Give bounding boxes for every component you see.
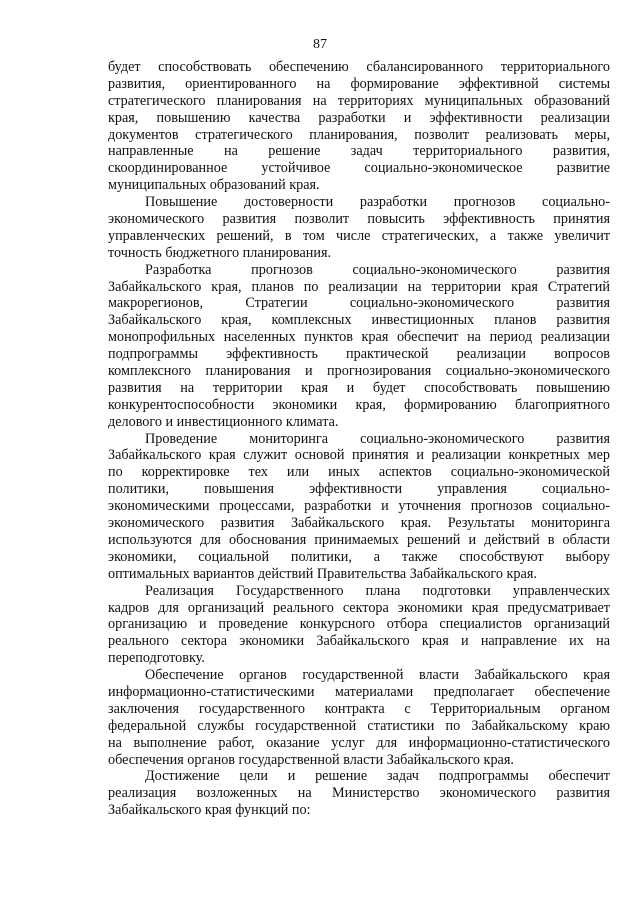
text-line: политики, повышения эффективности управления социально- (108, 481, 610, 498)
text-line: конкурентоспособности экономики края, формированию благоприятного (108, 396, 610, 413)
text-line: Забайкальского края, планов по реализации на территории края Стратегий (108, 278, 610, 295)
text-line: комплексного планирования и прогнозирования социально-экономического (108, 363, 610, 380)
text-line: экономического развития Забайкальского края. Результаты мониторинга (108, 515, 610, 532)
text-line: края, повышению качества разработки и эффективности реализации (108, 109, 610, 126)
text-line: Забайкальского края функций по: (108, 802, 311, 819)
text-line: заключения государственного контракта с Территориальным органом (108, 700, 610, 717)
text-line: будет способствовать обеспечению сбалансированного территориального (108, 59, 610, 75)
text-line: муниципальных образований края. (108, 177, 320, 194)
text-line: управленческих решений, в том числе стратегических, а также увеличит (108, 227, 610, 244)
text-line: экономического развития позволит повысить эффективность принятия (108, 211, 610, 228)
text-line: Повышение достоверности разработки прогнозов социально- (145, 194, 610, 211)
paragraph (108, 583, 610, 667)
text-line: Достижение цели и решение задач подпрограммы обеспечит (145, 768, 610, 785)
text-line: подпрограммы эффективность практической реализации вопросов (108, 346, 610, 363)
text-line: документов стратегического планирования, позволит реализовать меры, (108, 126, 610, 143)
text-line: Проведение мониторинга социально-экономического развития (145, 430, 610, 447)
text-line: кадров для организаций реального сектора экономики края предусматривает (108, 599, 610, 616)
paragraph (108, 59, 610, 194)
text-line: Разработка прогнозов социально-экономического развития (145, 261, 610, 278)
text-line: развития, ориентированного на формирование эффективной системы (108, 75, 610, 92)
text-line: развития на территории края и будет способствовать повышению (108, 379, 610, 396)
text-line: направленные на решение задач территориального развития, (108, 143, 610, 160)
page-number: 87 (313, 37, 327, 52)
text-line: скоординированное устойчивое социально-экономическое развитие (108, 160, 610, 177)
paragraph (108, 667, 610, 768)
text-line: на выполнение работ, оказание услуг для информационно-статистического (108, 734, 610, 751)
text-line: макрорегионов, Стратегии социально-экономического развития (108, 295, 610, 312)
text-line: информационно-статистическими материалами предполагает обеспечение (108, 683, 610, 700)
text-line: делового и инвестиционного климата. (108, 413, 339, 430)
text-line: реализация возложенных на Министерство экономического развития (108, 785, 610, 802)
text-line: Обеспечение органов государственной власти Забайкальского края (145, 667, 610, 684)
text-line: монопрофильных населенных пунктов края обеспечит на период реализации (108, 329, 610, 346)
paragraph (108, 194, 610, 262)
text-line: стратегического планирования на территориях муниципальных образований (108, 92, 610, 109)
body-text (108, 59, 610, 819)
text-line: экономики, социальной политики, а также способствуют выбору (108, 548, 610, 565)
text-line: по корректировке тех или иных аспектов социально-экономической (108, 464, 610, 481)
paragraph (108, 768, 610, 819)
text-line: используются для обоснования принимаемых решений и действий в области (108, 531, 610, 548)
text-line: организацию и проведение конкурсного отбора специалистов организаций (108, 616, 610, 633)
text-line: оптимальных вариантов действий Правительства Забайкальского края. (108, 565, 537, 582)
text-line: экономическими процессами, разработки и уточнения прогнозов социально- (108, 498, 610, 515)
text-line: переподготовку. (108, 650, 205, 667)
text-line: Забайкальского края, комплексных инвестиционных планов развития (108, 312, 610, 329)
text-line: реального сектора экономики Забайкальского края и направление их на (108, 633, 610, 650)
paragraph (108, 431, 610, 583)
text-line: Реализация Государственного плана подготовки управленческих (145, 582, 610, 599)
text-line: Забайкальского края служит основой принятия и реализации конкретных мер (108, 447, 610, 464)
text-line: точность бюджетного планирования. (108, 244, 332, 261)
text-line: обеспечения органов государственной власти Забайкальского края. (108, 751, 514, 768)
text-line: федеральной службы государственной статистики по Забайкальскому краю (108, 717, 610, 734)
paragraph (108, 262, 610, 431)
